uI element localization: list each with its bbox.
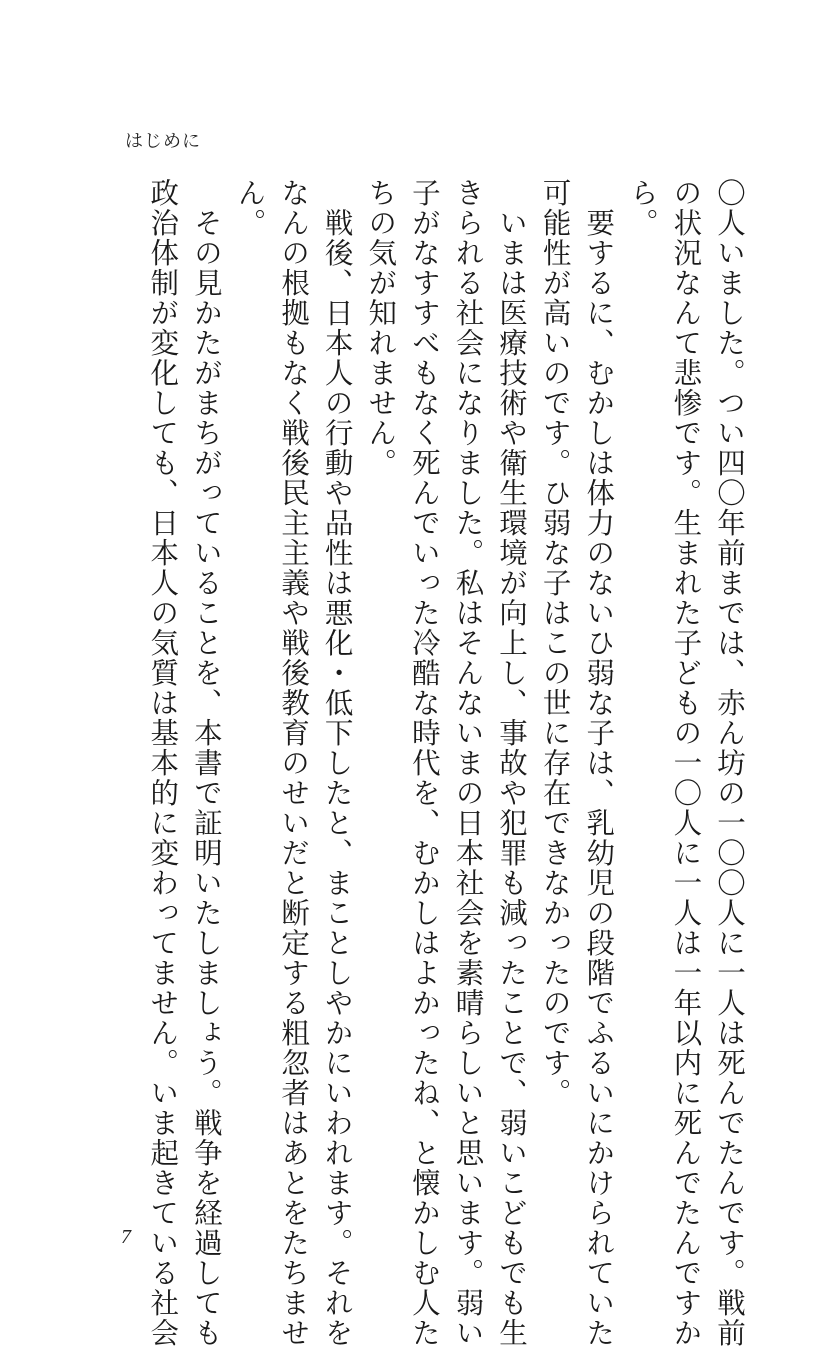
text-column: いまは医療技術や衛生環境が向上し、事故や犯罪も減ったことで、弱いこどもでも生 (495, 178, 529, 1348)
text-column: ら。 (625, 178, 659, 238)
text-column: 〇人いました。つい四〇年前までは、赤ん坊の一〇〇人に一人は死んでたんです。戦前 (713, 178, 746, 1348)
body-text (141, 178, 751, 1348)
text-column: なんの根拠もなく戦後民主主義や戦後教育のせいだと断定する粗忽者はあとをたちませ (277, 178, 311, 1348)
text-column: の状況なんて悲惨です。生まれた子どもの一〇人に一人は一年以内に死んでたんですか (669, 178, 703, 1348)
text-column: 戦後、日本人の行動や品性は悪化・低下したと、まことしやかにいわれます。それを (320, 178, 354, 1348)
text-column: ん。 (233, 178, 267, 238)
text-column: 可能性が高いのです。ひ弱な子はこの世に存在できなかったのです。 (538, 178, 572, 1108)
page-number: 7 (121, 1226, 131, 1248)
text-column: 子がなすすべもなく死んでいった冷酷な時代を、むかしはよかったね、と懐かしむ人た (407, 178, 441, 1348)
text-column: きられる社会になりました。私はそんないまの日本社会を素晴らしいと思います。弱い (451, 178, 485, 1348)
text-column: 要するに、むかしは体力のないひ弱な子は、乳幼児の段階でふるいにかけられていた (582, 178, 616, 1348)
running-head: はじめに (125, 131, 201, 152)
text-column: 政治体制が変化しても、日本人の気質は基本的に変わってません。いま起きている社会 (146, 178, 180, 1348)
text-column: その見かたがまちがっていることを、本書で証明いたしましょう。戦争を経過しても (189, 178, 223, 1348)
text-column: ちの気が知れません。 (364, 178, 398, 478)
